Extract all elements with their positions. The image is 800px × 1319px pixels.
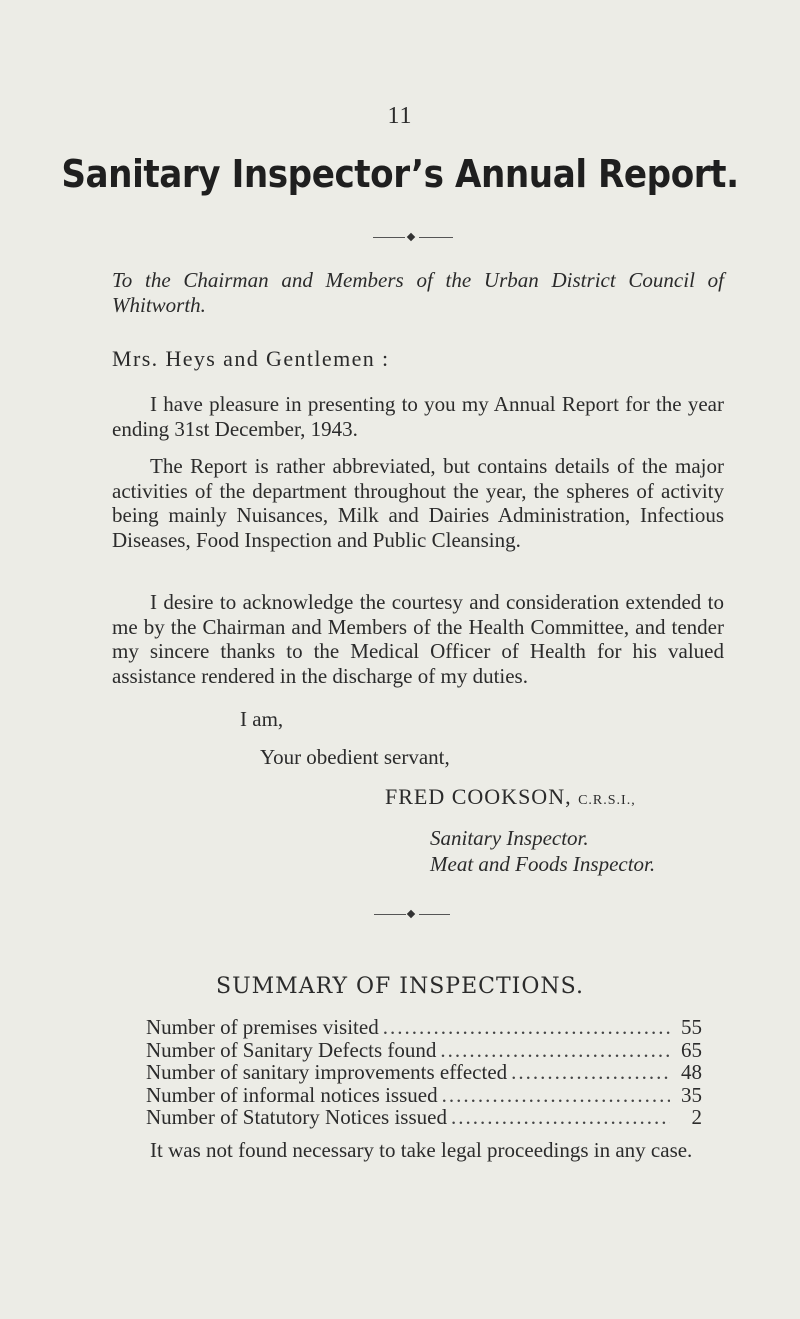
- summary-value: 2: [691, 1105, 702, 1129]
- salutation: Mrs. Heys and Gentlemen :: [112, 346, 390, 371]
- signature-name: FRED COOKSON, C.R.S.I.,: [385, 784, 636, 809]
- leader-dots: [451, 1106, 670, 1129]
- summary-label: Number of Statutory Notices issued: [146, 1105, 447, 1129]
- diamond-icon: [407, 910, 415, 918]
- summary-label: Number of Sanitary Defects found: [146, 1037, 437, 1062]
- summary-row: [146, 1084, 702, 1107]
- summary-label: Number of informal notices issued: [146, 1082, 438, 1107]
- summary-row: [146, 1061, 702, 1084]
- summary-row: [146, 1106, 702, 1129]
- post-nominal: C.R.S.I.,: [578, 793, 636, 808]
- ornamental-divider: [373, 233, 453, 243]
- page-number: 11: [387, 103, 413, 129]
- closing-servant: Your obedient servant,: [260, 745, 450, 769]
- ornamental-divider-2: [374, 910, 450, 920]
- leader-dots: [383, 1016, 670, 1039]
- summary-footnote: It was not found necessary to take legal proceedings in any case.: [150, 1138, 693, 1162]
- summary-value: 55: [681, 1015, 702, 1039]
- page-title: Sanitary Inspector’s Annual Report.: [61, 152, 739, 196]
- role-sanitary-inspector: Sanitary Inspector.: [430, 826, 589, 850]
- summary-heading: SUMMARY OF INSPECTIONS.: [216, 974, 584, 999]
- closing-i-am: I am,: [240, 707, 284, 731]
- summary-label: Number of premises visited: [146, 1015, 379, 1039]
- leader-dots: [442, 1084, 670, 1107]
- paragraph-acknowledgement: I desire to acknowledge the courtesy and consideration extended to me by the Chairman and Members of the Health Committee, and tender my sincere thanks to the Medical Officer of Health for his valued assistance rendered in the discharge of my duties.: [112, 590, 724, 688]
- summary-value: 35: [681, 1082, 702, 1107]
- summary-row: [146, 1016, 702, 1039]
- paragraph-intro: I have pleasure in presenting to you my Annual Report for the year ending 31st December, 1943.: [112, 392, 724, 441]
- paragraph-report: The Report is rather abbreviated, but contains details of the major activities of the department throughout the year, the spheres of activity being mainly Nuisances, Milk and Dairies Administration, Infectious Diseases, Food Inspection and Public Cleansing.: [112, 454, 724, 552]
- address-line: To the Chairman and Members of the Urban District Council of Whitworth.: [112, 268, 724, 317]
- summary-row: [146, 1039, 702, 1062]
- diamond-icon: [407, 233, 415, 241]
- role-meat-inspector: Meat and Foods Inspector.: [430, 852, 656, 876]
- summary-value: 65: [681, 1037, 702, 1062]
- summary-list: [146, 1016, 702, 1129]
- summary-label: Number of sanitary improvements effected: [146, 1060, 508, 1084]
- summary-value: 48: [681, 1060, 702, 1084]
- leader-dots: [511, 1061, 670, 1084]
- leader-dots: [440, 1039, 670, 1062]
